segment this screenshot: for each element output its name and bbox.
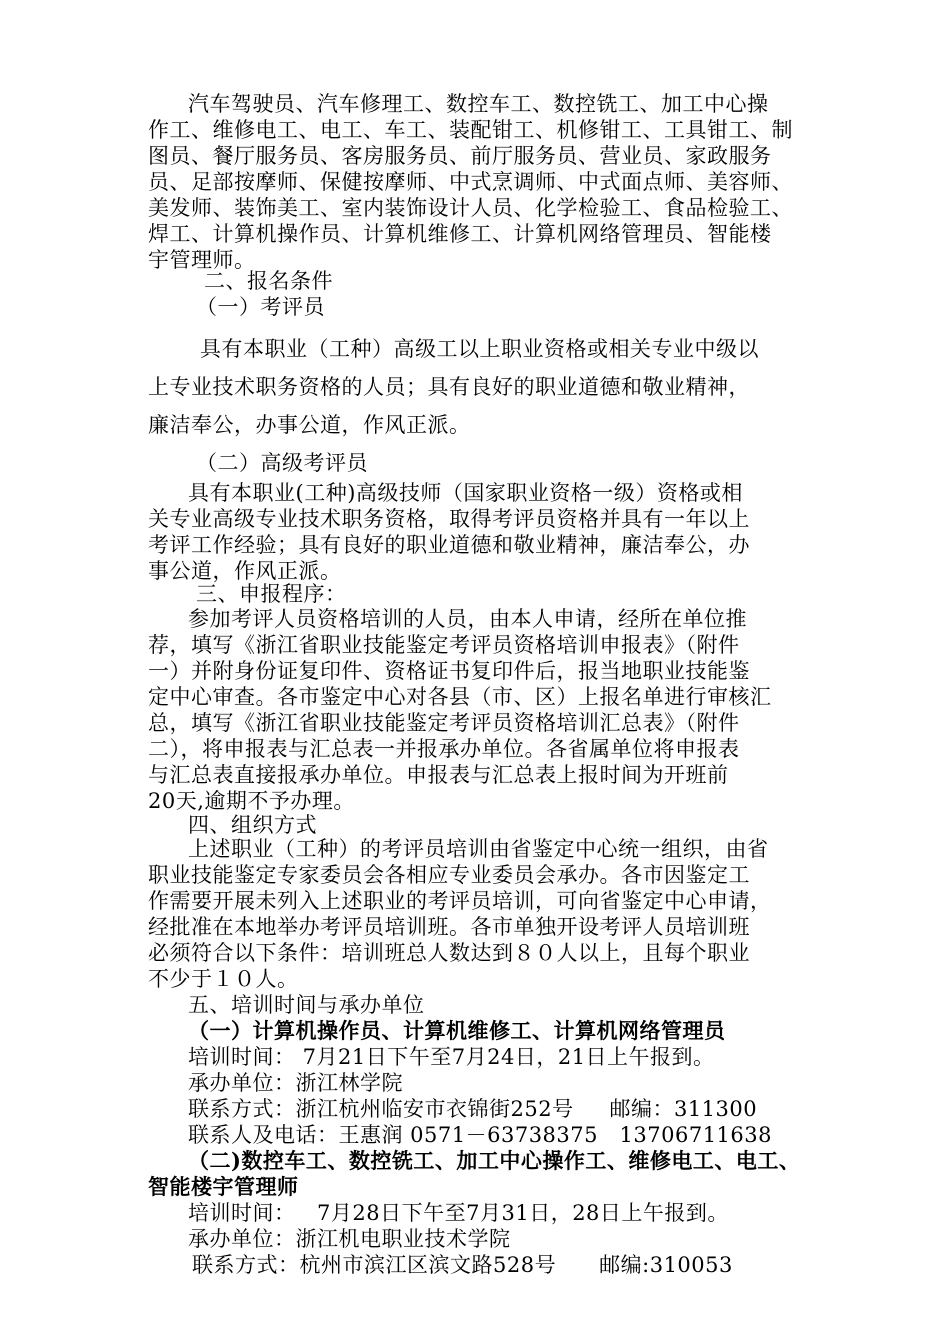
subheading-senior-examiner: （二）高级考评员 [196,451,368,475]
text-line-21: 一）并附身份证复印件、资格证书复印件后，报当地职业技能鉴 [148,659,750,683]
text-line-11: 上专业技术职务资格的人员；具有良好的职业道德和敬业精神， [148,375,750,399]
text-line-22: 定中心审查。各市鉴定中心对各县（市、区）上报名单进行审核汇 [148,685,772,709]
text-line-20: 荐，填写《浙江省职业技能鉴定考评员资格培训申报表》（附件 [148,633,740,657]
text-line-32: 必须符合以下条件：培训班总人数达到８０人以上，且每个职业 [148,941,750,965]
contact-address-1: 联系方式：浙江杭州临安市衣锦街252号 邮编：311300 [188,1097,758,1121]
text-line-12: 廉洁奉公，办事公道，作风正派。 [148,413,471,437]
section-heading-4: 四、组织方式 [188,813,317,837]
text-line-7: 宇管理师。 [148,248,256,272]
section-heading-2: 二、报名条件 [204,269,333,293]
text-line-2: 作工、维修电工、电工、车工、装配钳工、机修钳工、工具钳工、制 [148,118,793,142]
subheading-cnc-trades: （二)数控车工、数控铣工、加工中心操作工、维修电工、电工、 [188,1148,801,1173]
text-line-1: 汽车驾驶员、汽车修理工、数控车工、数控铣工、加工中心操 [188,92,769,116]
text-line-6: 焊工、计算机操作员、计算机维修工、计算机网络管理员、智能楼 [148,222,772,246]
text-line-15: 关专业高级专业技术职务资格，取得考评员资格并具有一年以上 [148,507,750,531]
text-line-28: 上述职业（工种）的考评员培训由省鉴定中心统一组织，由省 [188,837,769,861]
contact-address-2: 联系方式：杭州市滨江区滨文路528号 邮编:310053 [192,1253,733,1277]
text-line-3: 图员、餐厅服务员、客房服务员、前厅服务员、营业员、家政服务 [148,144,772,168]
text-line-17: 事公道，作风正派。 [148,559,342,583]
subheading-cnc-trades-cont: 智能楼宇管理师 [148,1174,299,1199]
section-heading-5: 五、培训时间与承办单位 [188,993,425,1017]
text-line-26: 20天,逾期不予办理。 [148,789,355,813]
host-unit-2: 承办单位：浙江机电职业技术学院 [188,1227,511,1251]
training-time-2: 培训时间： 7月28日下午至7月31日，28日上午报到。 [188,1201,729,1225]
text-line-4: 员、足部按摩师、保健按摩师、中式烹调师、中式面点师、美容师、 [148,170,793,194]
text-line-31: 经批准在本地举办考评员培训班。各市单独开设考评人员培训班 [148,915,750,939]
host-unit-1: 承办单位：浙江林学院 [188,1071,403,1095]
text-line-10: 具有本职业（工种）高级工以上职业资格或相关专业中级以 [200,337,759,361]
text-line-19: 参加考评人员资格培训的人员，由本人申请，经所在单位推 [188,607,747,631]
text-line-5: 美发师、装饰美工、室内装饰设计人员、化学检验工、食品检验工、 [148,196,793,220]
contact-person-1: 联系人及电话：王惠润 0571－63738375 13706711638 [188,1123,772,1147]
text-line-29: 职业技能鉴定专家委员会各相应专业委员会承办。各市因鉴定工 [148,863,750,887]
text-line-14: 具有本职业(工种)高级技师（国家职业资格一级）资格或相 [188,481,743,505]
text-line-23: 总，填写《浙江省职业技能鉴定考评员资格培训汇总表》（附件 [148,711,740,735]
text-line-33: 不少于１０人。 [148,967,299,991]
training-time-1: 培训时间： 7月21日下午至7月24日，21日上午报到。 [188,1045,715,1069]
subheading-examiner: （一）考评员 [196,295,325,319]
text-line-25: 与汇总表直接报承办单位。申报表与汇总表上报时间为开班前 [148,763,729,787]
text-line-16: 考评工作经验；具有良好的职业道德和敬业精神，廉洁奉公，办 [148,533,750,557]
text-line-30: 作需要开展未列入上述职业的考评员培训，可向省鉴定中心申请， [148,889,772,913]
text-line-24: 二），将申报表与汇总表一并报承办单位。各省属单位将申报表 [148,737,740,761]
section-heading-3: 三、申报程序： [196,582,347,606]
subheading-computer-trades: （一）计算机操作员、计算机维修工、计算机网络管理员 [188,1018,726,1043]
